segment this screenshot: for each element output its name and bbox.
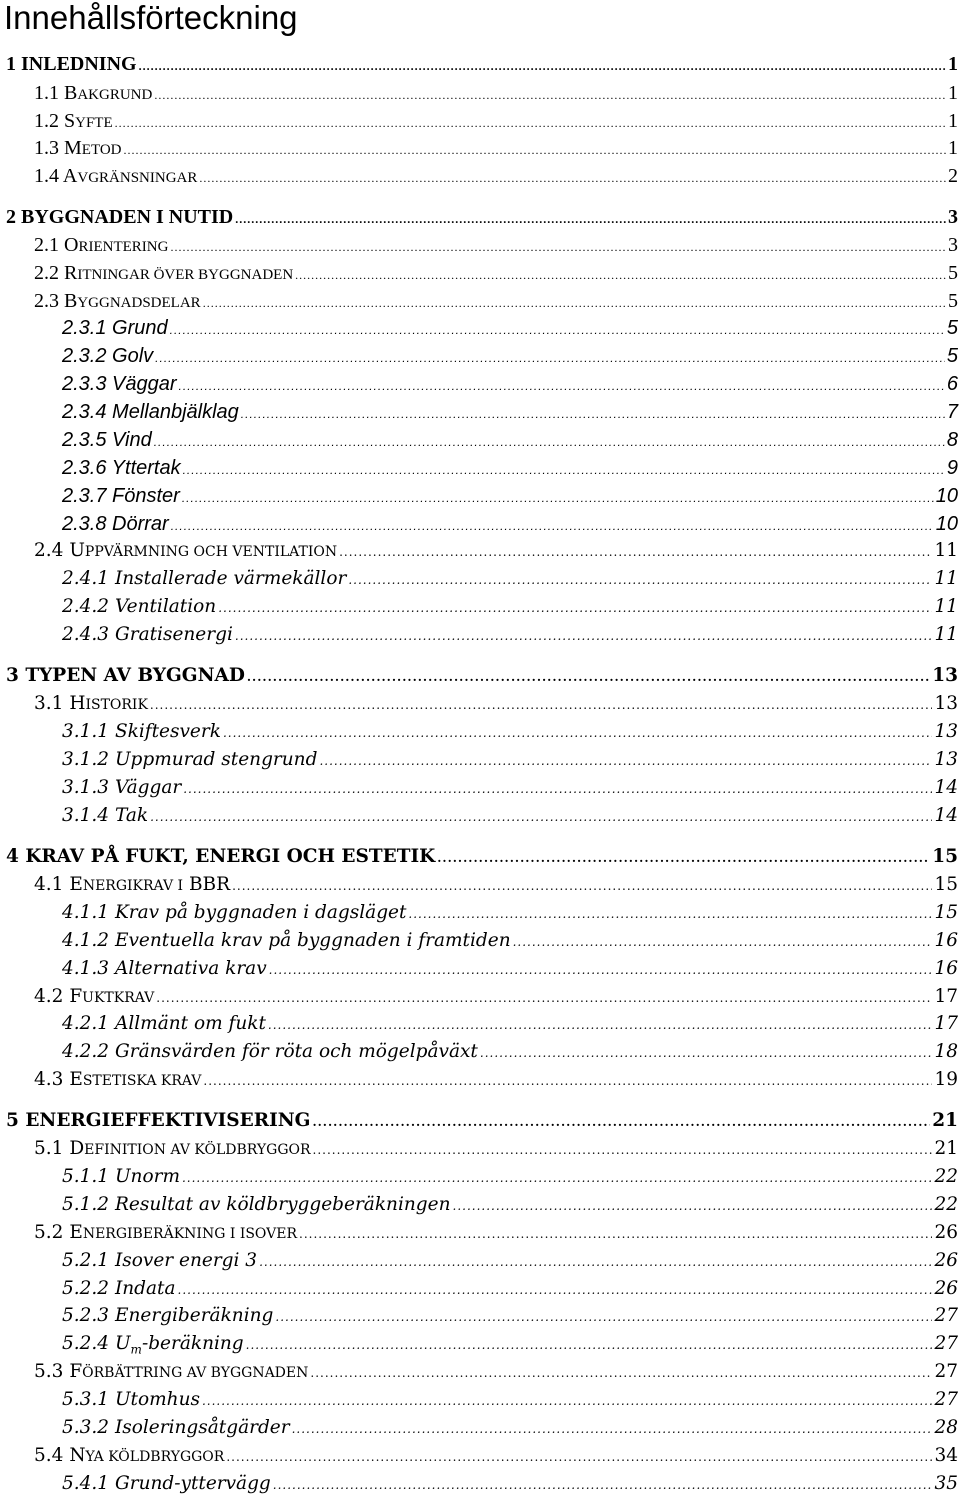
- toc-entry-5-1[interactable]: 5.1 DEFINITION AV KÖLDBRYGGOR ..... 21: [34, 1135, 958, 1163]
- toc-entry-5-3-2[interactable]: 5.3.2 Isoleringsåtgärder ..... 28: [62, 1414, 958, 1442]
- toc-entry-2-4[interactable]: 2.4 UPPVÄRMNING OCH VENTILATION ..... 11: [34, 537, 958, 565]
- toc-entry-4-1-1[interactable]: 4.1.1 Krav på byggnaden i dagsläget ..... 15: [62, 899, 958, 927]
- toc-entry-2-3-6[interactable]: 2.3.6 Yttertak ..... 9: [62, 454, 958, 482]
- toc-page: 2: [948, 165, 958, 187]
- toc-page: 5: [948, 262, 958, 284]
- toc-entry-2-4-2[interactable]: 2.4.2 Ventilation ..... 11: [62, 593, 958, 621]
- toc-entry-5-3[interactable]: 5.3 FÖRBÄTTRING AV BYGGNADEN ..... 27: [34, 1358, 958, 1386]
- toc-entry-1-1[interactable]: 1.1 BAKGRUND ..... 1: [34, 79, 958, 107]
- toc-entry-5-3-1[interactable]: 5.3.1 Utomhus ..... 27: [62, 1386, 958, 1414]
- toc-entry-2-3-5[interactable]: 2.3.5 Vind ..... 8: [62, 426, 958, 454]
- toc-entry-5-2[interactable]: 5.2 ENERGIBERÄKNING I ISOVER ..... 26: [34, 1219, 958, 1247]
- toc-entry-4-2[interactable]: 4.2 FUKTKRAV ..... 17: [34, 983, 958, 1011]
- toc-entry-1-2[interactable]: 1.2 SYFTE ..... 1: [34, 107, 958, 135]
- toc-entry-2-1[interactable]: 2.1 ORIENTERING ..... 3: [34, 231, 958, 259]
- toc-page: 1: [948, 110, 958, 132]
- toc-entry-5-2-4[interactable]: 5.2.4 $U_m$-beräkning ..... 27: [62, 1330, 958, 1358]
- toc-entry-2-3-1[interactable]: 2.3.1 Grund ..... 5: [62, 314, 958, 342]
- toc-entry-3-1[interactable]: 3.1 HISTORIK ..... 13: [34, 690, 958, 718]
- toc-entry-2-3-2[interactable]: 2.3.2 Golv ..... 5: [62, 342, 958, 370]
- toc-entry-5-1-1[interactable]: 5.1.1 Unorm ..... 22: [62, 1163, 958, 1191]
- toc-entry-1-4[interactable]: 1.4 AVGRÄNSNINGAR ..... 2: [34, 162, 958, 190]
- toc-page: 1: [948, 82, 958, 104]
- toc-entry-5-1-2[interactable]: 5.1.2 Resultat av köldbryggeberäkningen ..... 22: [62, 1191, 958, 1219]
- toc-entry-2-3-3[interactable]: 2.3.3 Väggar ..... 6: [62, 370, 958, 398]
- toc-entry-1-3[interactable]: 1.3 METOD ..... 1: [34, 134, 958, 162]
- toc-entry-5-2-1[interactable]: 5.2.1 Isover energi 3 ..... 26: [62, 1247, 958, 1275]
- toc-entry-4-1-2[interactable]: 4.1.2 Eventuella krav på byggnaden i framtiden ..... 16: [62, 927, 958, 955]
- toc-entry-2-3[interactable]: 2.3 BYGGNADSDELAR ..... 5: [34, 287, 958, 315]
- toc-entry-5-2-3[interactable]: 5.2.3 Energiberäkning ..... 27: [62, 1302, 958, 1330]
- toc-page: 1: [948, 137, 958, 159]
- toc-entry-5-4[interactable]: 5.4 NYA KÖLDBRYGGOR ..... 34: [34, 1442, 958, 1470]
- toc-page: 3: [948, 234, 958, 256]
- toc-entry-4-1[interactable]: 4.1 ENERGIKRAV I BBR ..... 15: [34, 871, 958, 899]
- toc-entry-2-3-4[interactable]: 2.3.4 Mellanbjälklag ..... 7: [62, 398, 958, 426]
- toc-label: 1 INLEDNING: [6, 53, 137, 75]
- toc-entry-4[interactable]: 4 KRAV PÅ FUKT, ENERGI OCH ESTETIK ..... 15: [6, 843, 958, 871]
- toc-entry-2-4-3[interactable]: 2.4.3 Gratisenergi ..... 11: [62, 621, 958, 649]
- toc-page: 5: [948, 290, 958, 312]
- toc-entry-2-4-1[interactable]: 2.4.1 Installerade värmekällor ..... 11: [62, 565, 958, 593]
- toc-entry-3-1-3[interactable]: 3.1.3 Väggar ..... 14: [62, 774, 958, 802]
- toc-entry-4-3[interactable]: 4.3 ESTETISKA KRAV ..... 19: [34, 1066, 958, 1094]
- toc-page: 3: [948, 206, 958, 228]
- toc-entry-3-1-4[interactable]: 3.1.4 Tak ..... 14: [62, 802, 958, 830]
- toc-entry-1[interactable]: [6, 50, 958, 78]
- toc-entry-2-3-7[interactable]: 2.3.7 Fönster ..... 10: [62, 482, 958, 510]
- toc-entry-4-1-3[interactable]: 4.1.3 Alternativa krav ..... 16: [62, 955, 958, 983]
- toc-entry-4-2-1[interactable]: 4.2.1 Allmänt om fukt ..... 17: [62, 1010, 958, 1038]
- toc-entry-2-2[interactable]: 2.2 RITNINGAR ÖVER BYGGNADEN ..... 5: [34, 259, 958, 287]
- toc-entry-3-1-1[interactable]: 3.1.1 Skiftesverk ..... 13: [62, 718, 958, 746]
- toc-entry-3[interactable]: 3 TYPEN AV BYGGNAD ..... 13: [6, 662, 958, 690]
- toc-page: 1: [948, 53, 958, 75]
- toc-entry-2-3-8[interactable]: 2.3.8 Dörrar ..... 10: [62, 510, 958, 538]
- toc-entry-2[interactable]: [6, 203, 958, 231]
- toc-entry-5-4-1[interactable]: 5.4.1 Grund-yttervägg ..... 35: [62, 1470, 958, 1498]
- toc-entry-4-2-2[interactable]: 4.2.2 Gränsvärden för röta och mögelpåväxt ..... 18: [62, 1038, 958, 1066]
- toc-entry-3-1-2[interactable]: 3.1.2 Uppmurad stengrund ..... 13: [62, 746, 958, 774]
- toc-label: 2 BYGGNADEN I NUTID: [6, 206, 234, 228]
- toc-entry-5[interactable]: 5 ENERGIEFFEKTIVISERING ..... 21: [6, 1107, 958, 1135]
- toc-entry-5-2-2[interactable]: 5.2.2 Indata ..... 26: [62, 1275, 958, 1303]
- page-title: Innehållsförteckning: [4, 0, 298, 36]
